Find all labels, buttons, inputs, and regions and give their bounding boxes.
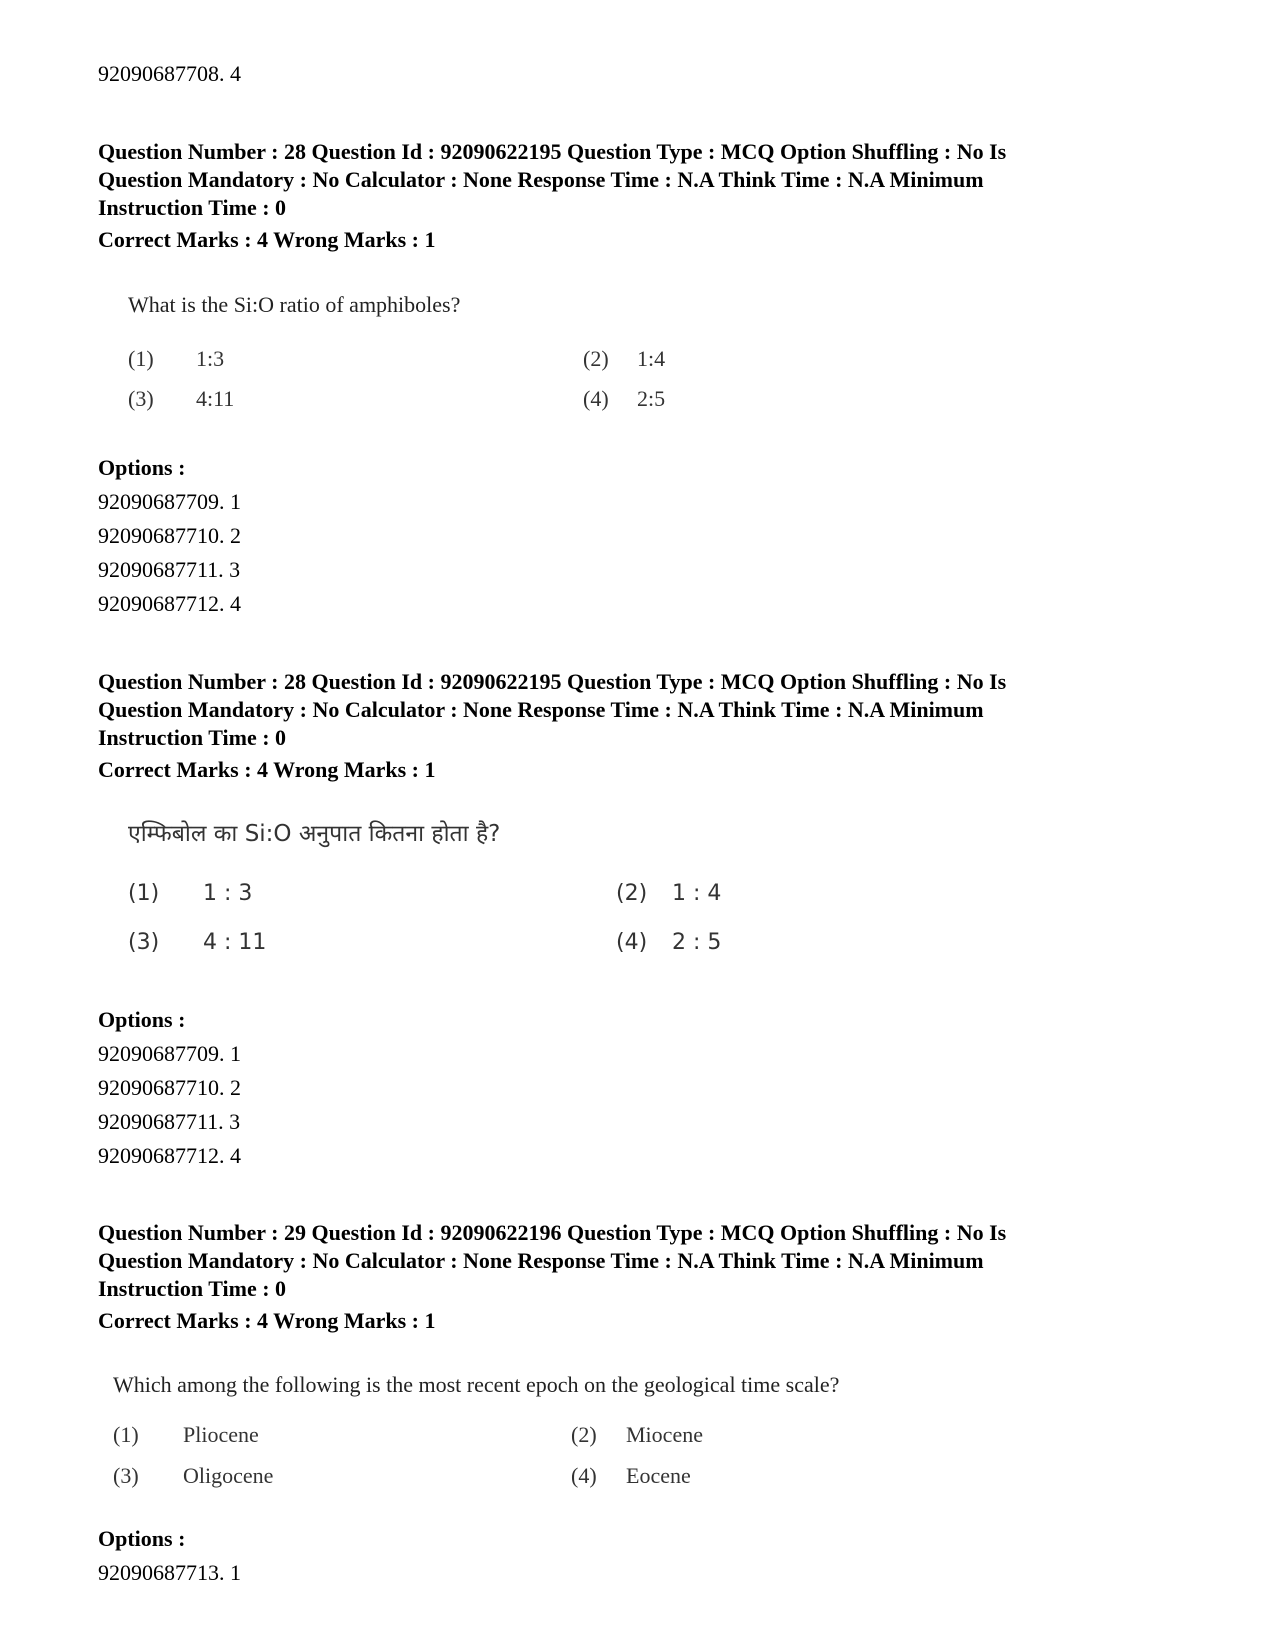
- answer-choice: [571, 1421, 703, 1449]
- answer-choice: [128, 385, 234, 413]
- choice-value: Oligocene: [183, 1463, 274, 1488]
- option-id-line: 92090687712. 4: [98, 1143, 241, 1168]
- question-meta-line: Question Number : 29 Question Id : 92090622196 Question Type : MCQ Option Shuffling : No Is: [98, 1220, 1007, 1245]
- choice-value: 4:11: [196, 386, 235, 411]
- answer-choice: [128, 880, 252, 908]
- choice-value: 2:5: [637, 386, 666, 411]
- options-label: Options :: [98, 1007, 186, 1032]
- question-meta-line: Question Number : 28 Question Id : 92090622195 Question Type : MCQ Option Shuffling : No Is: [98, 139, 1007, 164]
- option-id-line: 92090687713. 1: [98, 1560, 241, 1585]
- option-id-line: 92090687712. 4: [98, 591, 241, 616]
- options-label: Options :: [98, 1526, 186, 1551]
- option-id-line: 92090687710. 2: [98, 1075, 241, 1100]
- option-id-line: 92090687709. 1: [98, 489, 241, 514]
- option-id-line: 92090687710. 2: [98, 523, 241, 548]
- question-meta-header: [98, 138, 1198, 222]
- choice-number: (3): [128, 386, 154, 411]
- answer-choice: [128, 345, 224, 373]
- choice-value: Pliocene: [183, 1422, 259, 1447]
- answer-choice: [583, 345, 665, 373]
- choice-number: (4): [616, 930, 648, 955]
- choice-number: (2): [583, 346, 609, 371]
- question-text: What is the Si:O ratio of amphiboles?: [128, 292, 461, 317]
- answer-choice: [113, 1462, 273, 1490]
- choice-value: 4 : 11: [203, 930, 267, 955]
- question-meta-line: Question Mandatory : No Calculator : None Response Time : N.A Think Time : N.A Minimum: [98, 167, 984, 192]
- marks-line: Correct Marks : 4 Wrong Marks : 1: [98, 1308, 436, 1333]
- option-id-line: 92090687709. 1: [98, 1041, 241, 1066]
- choice-number: (1): [128, 346, 154, 371]
- option-id-line: 92090687711. 3: [98, 557, 241, 582]
- choice-value: Eocene: [626, 1463, 691, 1488]
- choice-number: (1): [128, 881, 160, 906]
- question-text-hindi: एम्फिबोल का Si:O अनुपात कितना होता है?: [128, 821, 501, 847]
- question-meta-line: Instruction Time : 0: [98, 1276, 287, 1301]
- choice-value: 2 : 5: [672, 930, 722, 955]
- answer-choice: [113, 1421, 259, 1449]
- question-meta-line: Question Mandatory : No Calculator : None Response Time : N.A Think Time : N.A Minimum: [98, 1248, 984, 1273]
- answer-choice: [616, 929, 721, 957]
- marks-line: Correct Marks : 4 Wrong Marks : 1: [98, 757, 436, 782]
- choice-value: 1 : 4: [672, 881, 722, 906]
- choice-value: 1:4: [637, 346, 666, 371]
- question-meta-header: [98, 668, 1198, 752]
- choice-number: (3): [128, 930, 160, 955]
- choice-value: 1 : 3: [203, 881, 253, 906]
- question-text: Which among the following is the most recent epoch on the geological time scale?: [113, 1372, 840, 1397]
- question-meta-line: Instruction Time : 0: [98, 725, 287, 750]
- question-meta-header: [98, 1219, 1198, 1303]
- answer-choice: [616, 880, 721, 908]
- choice-number: (4): [583, 386, 609, 411]
- answer-choice: [128, 929, 266, 957]
- choice-number: (2): [571, 1422, 597, 1447]
- choice-number: (2): [616, 881, 648, 906]
- options-label: Options :: [98, 455, 186, 480]
- answer-choice: [571, 1462, 691, 1490]
- question-meta-line: Instruction Time : 0: [98, 195, 287, 220]
- answer-choice: [583, 385, 665, 413]
- choice-number: (4): [571, 1463, 597, 1488]
- question-meta-line: Question Mandatory : No Calculator : None Response Time : N.A Think Time : N.A Minimum: [98, 697, 984, 722]
- choice-value: Miocene: [626, 1422, 703, 1447]
- choice-value: 1:3: [196, 346, 225, 371]
- option-id-line: 92090687711. 3: [98, 1109, 241, 1134]
- choice-number: (3): [113, 1463, 139, 1488]
- previous-option-line: 92090687708. 4: [98, 61, 241, 86]
- choice-number: (1): [113, 1422, 139, 1447]
- question-meta-line: Question Number : 28 Question Id : 92090622195 Question Type : MCQ Option Shuffling : No Is: [98, 669, 1007, 694]
- marks-line: Correct Marks : 4 Wrong Marks : 1: [98, 227, 436, 252]
